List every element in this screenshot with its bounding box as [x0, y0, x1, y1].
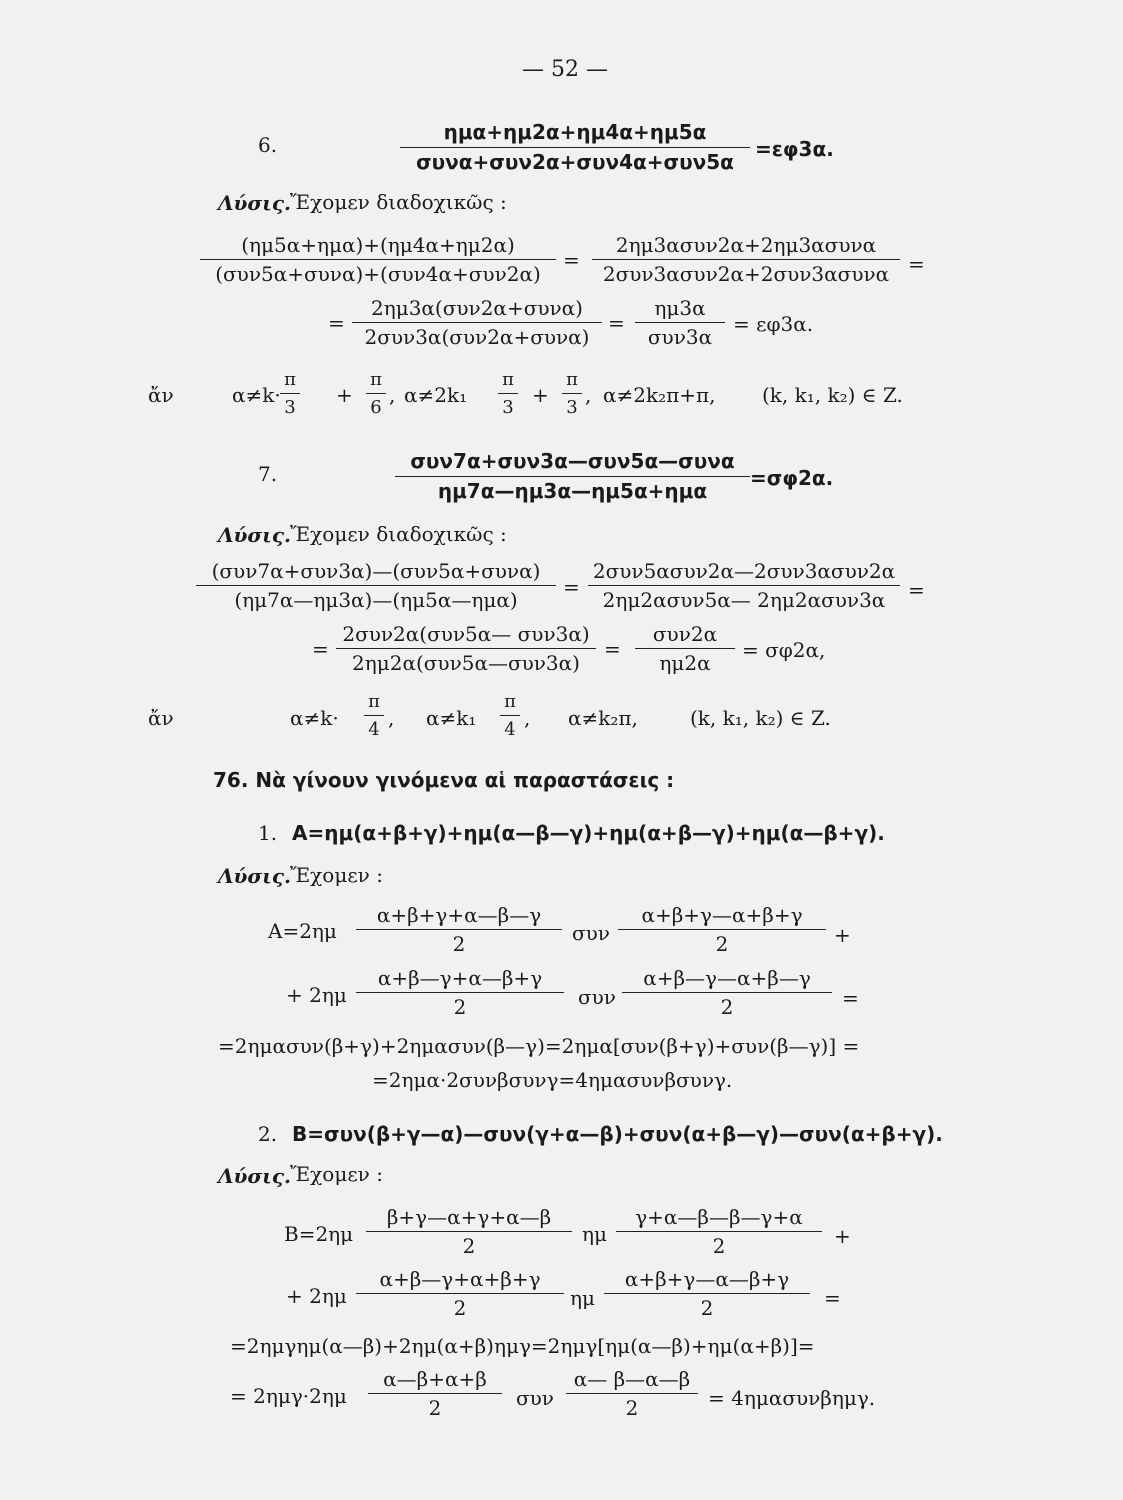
plus-sign: +	[834, 923, 851, 947]
fraction-bar	[336, 648, 596, 649]
equals-sign: =	[908, 252, 925, 276]
fraction-bar	[366, 1231, 572, 1232]
fraction-numerator: ημ3α	[654, 296, 706, 320]
fraction-denominator: 2	[453, 995, 467, 1019]
fraction-numerator: α+β—γ—α+β—γ	[643, 966, 811, 990]
comma: ,	[524, 706, 531, 730]
section-heading: 76. Νὰ γίνουν γινόμενα αἱ παραστάσεις :	[213, 768, 675, 792]
problem-expression: B=συν(β+γ—α)—συν(γ+α—β)+συν(α+β—γ)—συν(α+β+γ).	[292, 1122, 943, 1146]
fraction-numerator: β+γ—α+γ+α—β	[386, 1205, 552, 1229]
equals-sign: =	[563, 248, 580, 272]
fraction-numerator: α+β+γ+α—β—γ	[376, 903, 542, 927]
fraction-denominator: ημ7α—ημ3α—ημ5α+ημα	[437, 479, 708, 503]
fraction-bar	[196, 585, 556, 586]
fraction-numerator: (συν7α+συν3α)—(συν5α+συνα)	[211, 559, 541, 583]
fraction-denominator: 4	[504, 719, 516, 740]
equals-sign: =	[824, 1286, 841, 1310]
equation-rhs: =σφ2α.	[750, 466, 834, 490]
fraction-denominator: 2συν3ασυν2α+2συν3ασυνα	[602, 262, 890, 286]
result-text: = εφ3α.	[733, 312, 814, 336]
fraction-bar	[356, 992, 564, 993]
fraction-bar	[352, 322, 602, 323]
fraction-denominator: 2	[712, 1234, 726, 1258]
fraction-bar	[566, 1393, 698, 1394]
fraction-bar	[635, 648, 735, 649]
condition-label: ἄν	[148, 383, 174, 407]
problem-expression: A=ημ(α+β+γ)+ημ(α—β—γ)+ημ(α+β—γ)+ημ(α—β+γ).	[292, 821, 885, 845]
expression-lhs: + 2ημ	[286, 983, 347, 1007]
problem-number: 2.	[258, 1122, 278, 1146]
fraction-numerator: α— β—α—β	[573, 1367, 691, 1391]
equals-sign: =	[312, 637, 329, 661]
fraction-bar	[618, 929, 826, 930]
fraction-denominator: 2	[715, 932, 729, 956]
fraction-bar	[280, 393, 300, 394]
fraction-denominator: 3	[502, 397, 514, 418]
fraction-numerator: ημα+ημ2α+ημ4α+ημ5α	[443, 120, 707, 144]
fraction-numerator: π	[368, 691, 380, 712]
plus-sign: +	[336, 383, 353, 407]
equals-sign: =	[604, 637, 621, 661]
fraction-numerator: συν7α+συν3α—συν5α—συνα	[410, 449, 735, 473]
solution-text: Ἔχομεν διαδοχικῶς :	[290, 522, 507, 546]
expression-lhs: + 2ημ	[286, 1284, 347, 1308]
exercise-number: 7.	[258, 462, 278, 486]
solution-text: Ἔχομεν διαδοχικῶς :	[290, 190, 507, 214]
fraction-bar	[498, 393, 518, 394]
solution-label: Λύσις.	[218, 523, 291, 547]
fraction-denominator: 3	[566, 397, 578, 418]
fraction-numerator: π	[566, 369, 578, 390]
exercise-number: 6.	[258, 133, 278, 157]
fraction-bar	[562, 393, 582, 394]
fraction-denominator: 2	[720, 995, 734, 1019]
result-text: = σφ2α,	[742, 638, 826, 662]
fraction-numerator: συν2α	[652, 622, 718, 646]
fraction-numerator: (ημ5α+ημα)+(ημ4α+ημ2α)	[241, 233, 515, 257]
fraction-denominator: 2	[452, 932, 466, 956]
expression-line: =2ημα·2συνβσυνγ=4ημασυνβσυνγ.	[372, 1068, 733, 1092]
fraction-denominator: 2ημ2α(συν5α—συν3α)	[352, 651, 580, 675]
fraction-numerator: 2ημ3α(συν2α+συνα)	[371, 296, 583, 320]
fraction-numerator: α+β+γ—α—β+γ	[624, 1267, 790, 1291]
expression-line: =2ημασυν(β+γ)+2ημασυν(β—γ)=2ημα[συν(β+γ)+συν(β—γ)] =	[218, 1034, 860, 1058]
fraction-denominator: 2συν3α(συν2α+συνα)	[364, 325, 590, 349]
condition-text: α≠k₁	[426, 706, 477, 730]
fraction-bar	[592, 259, 900, 260]
result-text: = 4ημασυνβημγ.	[708, 1386, 876, 1410]
fraction-denominator: 2	[453, 1296, 467, 1320]
fraction-bar	[368, 1393, 502, 1394]
condition-set: (k, k₁, k₂) ∈ Z.	[762, 383, 903, 407]
fraction-denominator: (ημ7α—ημ3α)—(ημ5α—ημα)	[234, 588, 518, 612]
fraction-numerator: 2ημ3ασυν2α+2ημ3ασυνα	[615, 233, 877, 257]
expression-lhs: = 2ημγ·2ημ	[230, 1384, 347, 1408]
comma: ,	[389, 383, 396, 407]
fraction-numerator: γ+α—β—β—γ+α	[635, 1205, 803, 1229]
fraction-bar	[604, 1293, 810, 1294]
condition-text: α≠k₂π,	[568, 706, 638, 730]
fraction-numerator: α+β+γ—α+β+γ	[641, 903, 803, 927]
equals-sign: =	[842, 986, 859, 1010]
fraction-denominator: (συν5α+συνα)+(συν4α+συν2α)	[215, 262, 541, 286]
function-name: ημ	[582, 1222, 607, 1246]
condition-text: α≠2k₂π+π,	[603, 383, 716, 407]
fraction-numerator: π	[504, 691, 516, 712]
fraction-numerator: α+β—γ+α—β+γ	[377, 966, 543, 990]
comma: ,	[585, 383, 592, 407]
expression-lhs: A=2ημ	[268, 919, 337, 943]
fraction-denominator: 2	[462, 1234, 476, 1258]
page-number: — 52 —	[522, 57, 608, 82]
fraction-numerator: 2συν5ασυν2α—2συν3ασυν2α	[592, 559, 896, 583]
condition-text: α≠2k₁	[404, 383, 468, 407]
expression-lhs: B=2ημ	[284, 1222, 354, 1246]
fraction-denominator: συνα+συν2α+συν4α+συν5α	[416, 150, 734, 174]
fraction-bar	[395, 476, 750, 477]
condition-set: (k, k₁, k₂) ∈ Z.	[690, 706, 831, 730]
fraction-denominator: 6	[370, 397, 382, 418]
function-name: ημ	[570, 1286, 595, 1310]
function-name: συν	[578, 985, 616, 1009]
fraction-denominator: 2	[700, 1296, 714, 1320]
fraction-numerator: π	[370, 369, 382, 390]
fraction-denominator: 2ημ2ασυν5α— 2ημ2ασυν3α	[602, 588, 886, 612]
fraction-denominator: 4	[368, 719, 380, 740]
fraction-numerator: α—β+α+β	[383, 1367, 487, 1391]
condition-text: α≠k·	[232, 383, 281, 407]
fraction-denominator: 3	[284, 397, 296, 418]
solution-label: Λύσις.	[218, 191, 291, 215]
fraction-denominator: ημ2α	[659, 651, 711, 675]
equals-sign: =	[563, 575, 580, 599]
fraction-bar	[500, 715, 520, 716]
problem-number: 1.	[258, 821, 278, 845]
plus-sign: +	[532, 383, 549, 407]
solution-label: Λύσις.	[218, 864, 291, 888]
fraction-bar	[200, 259, 556, 260]
fraction-bar	[356, 929, 562, 930]
fraction-bar	[356, 1293, 564, 1294]
comma: ,	[388, 706, 395, 730]
fraction-bar	[616, 1231, 822, 1232]
fraction-numerator: π	[284, 369, 296, 390]
fraction-denominator: συν3α	[647, 325, 713, 349]
fraction-bar	[366, 393, 386, 394]
fraction-bar	[364, 715, 384, 716]
fraction-numerator: 2συν2α(συν5α— συν3α)	[342, 622, 590, 646]
expression-line: =2ημγημ(α—β)+2ημ(α+β)ημγ=2ημγ[ημ(α—β)+ημ(α+β)]=	[230, 1334, 815, 1358]
solution-text: Ἔχομεν :	[290, 863, 383, 887]
equals-sign: =	[608, 311, 625, 335]
solution-label: Λύσις.	[218, 1164, 291, 1188]
fraction-numerator: α+β—γ+α+β+γ	[379, 1267, 541, 1291]
solution-text: Ἔχομεν :	[290, 1162, 383, 1186]
equals-sign: =	[328, 311, 345, 335]
function-name: συν	[572, 921, 610, 945]
fraction-denominator: 2	[428, 1396, 442, 1420]
function-name: συν	[516, 1386, 554, 1410]
equation-rhs: =εφ3α.	[755, 137, 834, 161]
fraction-bar	[622, 992, 832, 993]
condition-label: ἄν	[148, 706, 174, 730]
fraction-denominator: 2	[625, 1396, 639, 1420]
condition-text: α≠k·	[290, 706, 339, 730]
fraction-numerator: π	[502, 369, 514, 390]
equals-sign: =	[908, 578, 925, 602]
fraction-bar	[400, 147, 750, 148]
plus-sign: +	[834, 1224, 851, 1248]
fraction-bar	[588, 585, 900, 586]
fraction-bar	[635, 322, 725, 323]
